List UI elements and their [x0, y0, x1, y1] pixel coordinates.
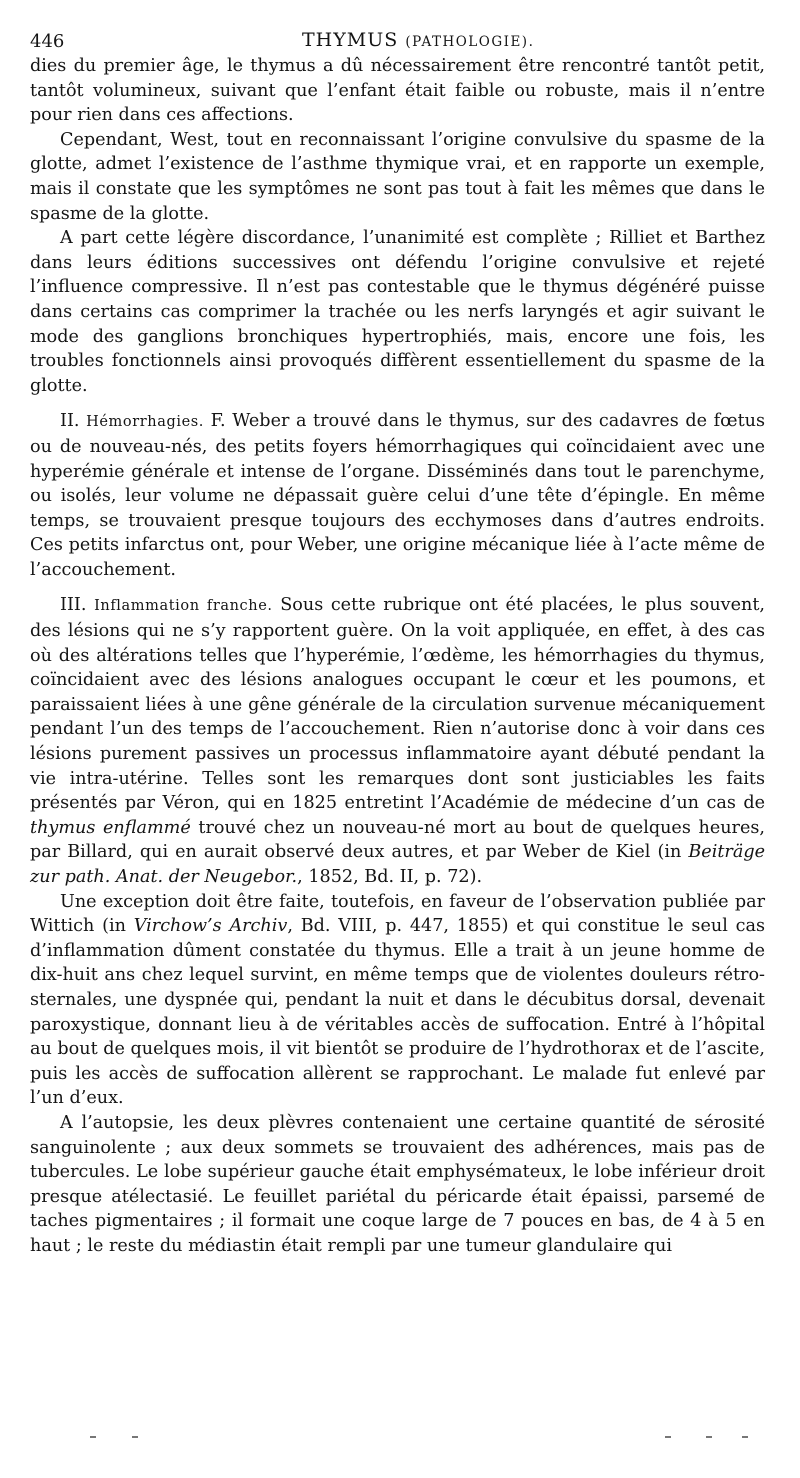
- section-body-part: Sous cette rubrique ont été placées, le plus souvent, des lésions qui ne s’y rapportent guère. On la voit appliquée, en effet, à des cas où des altérations telles que l’hyperémie, l’œdème, les hémorrhagies du thymus, coïncidaient avec des lésions analogues occupant le cœur et les poumons, et paraissaient liées à une gêne générale de la circulation survenue mécaniquement pendant l’un des temps de l’accouchement. Rien n’autorise donc à voir dans ces lésions purement passives un processus inflammatoire ayant débuté pendant la vie intra-utérine. Telles sont les remarques dont sont justiciables les faits présentés par Véron, qui en 1825 entretint l’Académie de médecine d’un cas de: [30, 595, 766, 814]
- section-numeral: III.: [60, 595, 87, 616]
- paragraph-part: Une exception doit être faite, toutefois, en faveur de l’observation publiée par Wittich (in: [30, 891, 765, 937]
- section-inflammation: [30, 593, 765, 889]
- section-body-part: trouvé chez un nouveau-né mort au bout de quelques heures, par Billard, qui en aurait observé deux autres, et par Weber de Kiel (in: [30, 817, 766, 863]
- paragraph-part: , Bd. VIII, p. 447, 1855) et qui constitue le seul cas d’inflammation dûment constatée du thymus. Elle a trait à un jeune homme de dix-huit ans chez lequel survint, en même temps que de violentes douleurs rétro-sternales, une dyspnée qui, pendant la nuit et dans le décubitus dorsal, devenait paroxystique, donnant lieu à de véritables accès de suffocation. Entré à l’hôpital au bout de quelques mois, il vit bientôt se produire de l’hydrothorax et de l’ascite, puis les accès de suffocation allèrent se rapprochant. Le malade fut enlevé par l’un d’eux.: [30, 916, 765, 1109]
- italic-citation: Beiträge zur path. Anat. der Neugebor.: [30, 842, 765, 887]
- italic-term: thymus enflammé: [30, 817, 191, 838]
- paragraph-exception: [30, 890, 765, 1111]
- running-title-main: THYMUS: [302, 29, 399, 51]
- section-heading: Hémorrhagies.: [86, 414, 204, 431]
- print-mark: [132, 1436, 138, 1438]
- running-header: [30, 22, 765, 52]
- section-heading: Inflammation franche.: [94, 598, 273, 615]
- paragraph-autopsie: A l’autopsie, les deux plèvres contenaient une certaine quantité de sérosité sanguinolente ; aux deux sommets se trouvaient des adhérences, mais pas de tubercules. Le lobe supérieur gauche était emphysémateux, le lobe inférieur droit presque atélectasié. Le feuillet pariétal du péricarde était épaissi, parsemé de taches pigmentaires ; il formait une coque large de 7 pouces en bas, de 4 à 5 en haut ; le reste du médiastin était rempli par une tumeur glandulaire qui: [30, 1112, 765, 1256]
- print-marks: [0, 1436, 800, 1446]
- print-mark: [90, 1436, 96, 1438]
- paragraph-discordance: A part cette légère discordance, l’unanimité est complète ; Rilliet et Barthez dans leurs éditions successives ont défendu l’origine convulsive et rejeté l’influence compressive. Il n’est pas contestable que le thymus dégénéré puisse dans certains cas comprimer la trachée ou les nerfs laryngés et agir suivant le mode des ganglions bronchiques hypertrophiés, mais, encore une fois, les troubles fonctionnels ainsi provoqués diffèrent essentiellement du spasme de la glotte.: [30, 228, 765, 396]
- running-title-subtitle: (PATHOLOGIE).: [405, 34, 535, 50]
- section-numeral: II.: [60, 411, 80, 432]
- section-body: F. Weber a trouvé dans le thymus, sur des cadavres de fœtus ou de nouveau-nés, des petits foyers hémorrhagiques qui coïncidaient avec une hyperémie générale et intense de l’organe. Disséminés dans tout le parenchyme, ou isolés, leur volume ne dépassait guère celui d’une tête d’épingle. En même temps, se trouvaient presque toujours des ecchymoses dans d’autres endroits. Ces petits infarctus ont, pour Weber, une origine mécanique liée à l’acte même de l’accouchement.: [30, 411, 766, 580]
- section-body-part: , 1852, Bd. II, p. 72).: [297, 867, 483, 887]
- print-mark: [742, 1436, 748, 1438]
- print-mark: [665, 1436, 671, 1438]
- paragraph-continuation: dies du premier âge, le thymus a dû nécessairement être rencontré tantôt petit, tantôt volumineux, suivant que l’enfant était faible ou robuste, mais il n’entre pour rien dans ces affections.: [30, 56, 765, 126]
- paragraph-west: Cependant, West, tout en reconnaissant l’origine convulsive du spasme de la glotte, admet l’existence de l’asthme thymique vrai, et en rapporte un exemple, mais il constate que les symptômes ne sont pas tout à fait les mêmes que dans le spasme de la glotte.: [30, 129, 765, 224]
- print-mark: [706, 1436, 712, 1438]
- italic-citation: Virchow’s Archiv: [133, 916, 288, 937]
- running-title: [302, 28, 534, 55]
- section-hemorrhagies: [30, 409, 765, 582]
- page-number: 446: [30, 31, 65, 52]
- book-page: [30, 22, 765, 1259]
